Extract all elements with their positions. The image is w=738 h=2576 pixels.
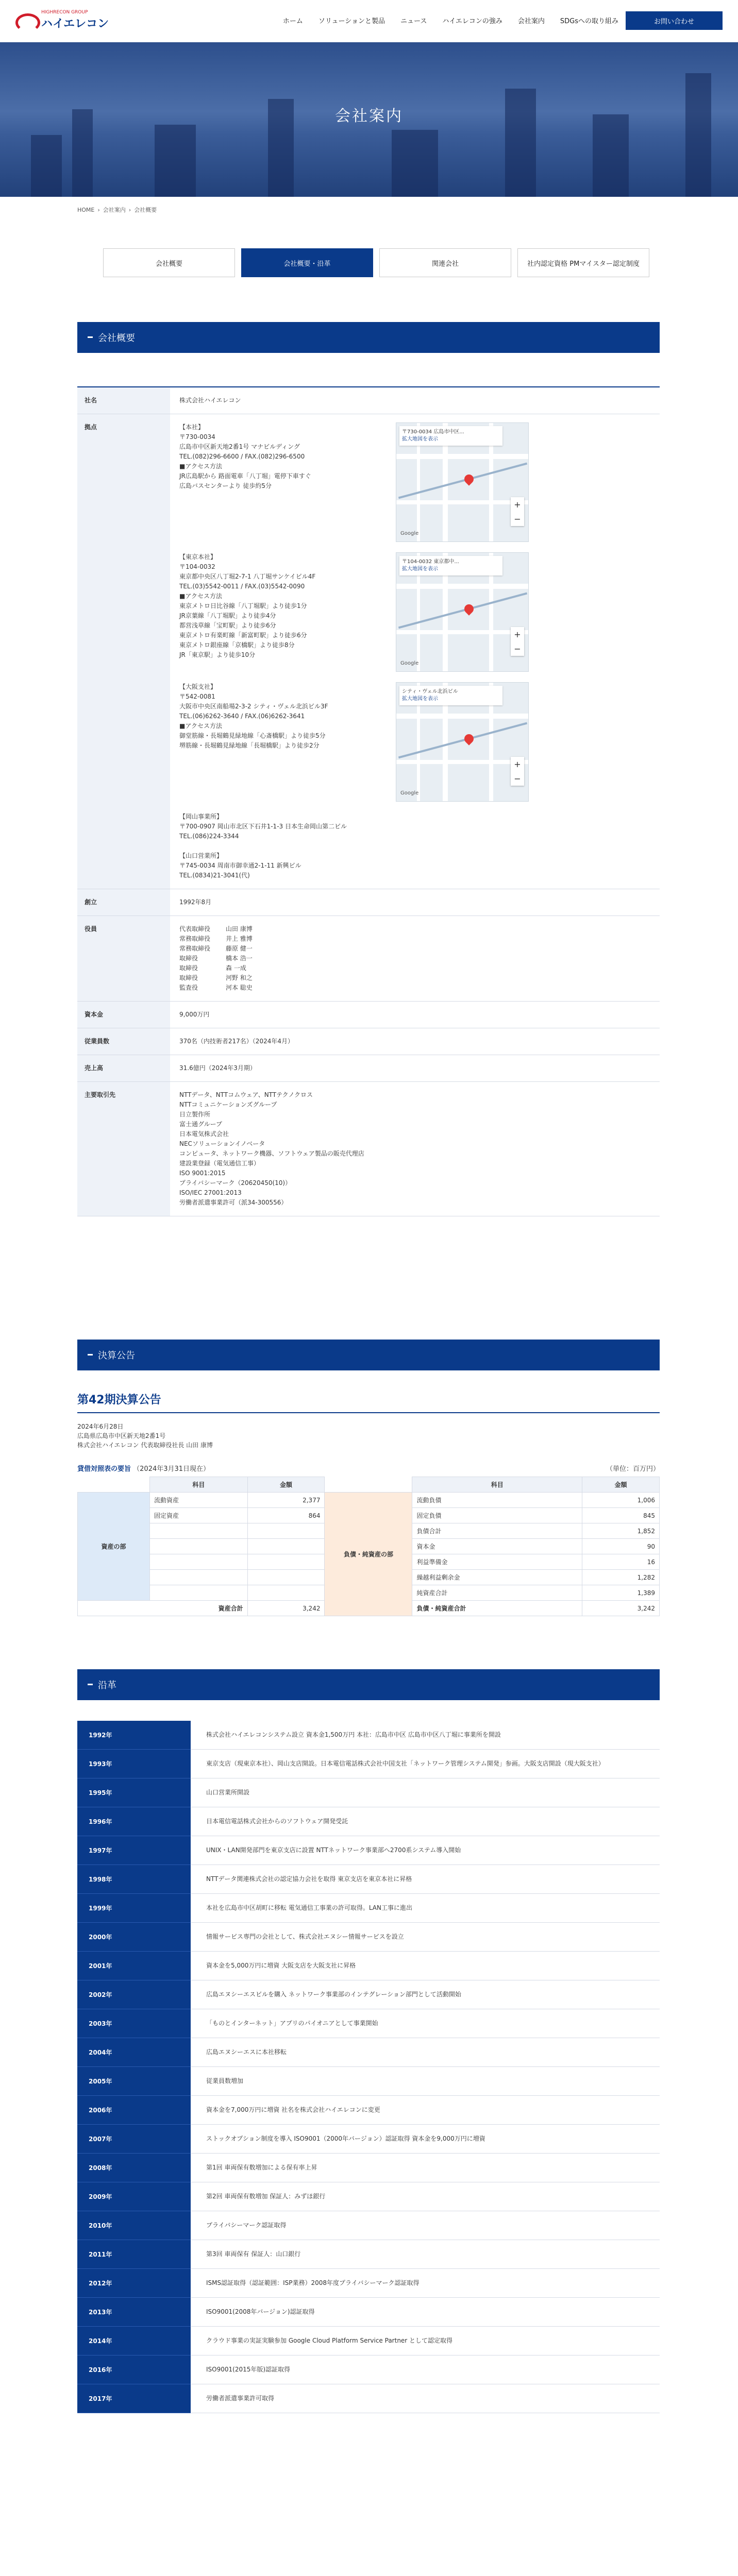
address-line: JR京葉線「八丁堀駅」より徒歩4分 (179, 612, 276, 619)
building-shape (155, 125, 196, 197)
map-google-label: Google (400, 790, 419, 796)
history-row (77, 2384, 660, 2413)
global-nav (283, 15, 661, 25)
contact-button[interactable]: お問い合わせ (626, 11, 723, 30)
site-logo[interactable] (13, 8, 109, 32)
hero-banner (0, 42, 738, 197)
asset-value (247, 1523, 325, 1539)
history-row (77, 1894, 660, 1923)
table-row: 売上高 31.6億円（2024年3月期） (77, 1055, 660, 1082)
history-text: UNIX・LAN開発部門を東京支店に設置 NTTネットワーク事業部へ2700系システム導入開始 (206, 1846, 461, 1854)
officer-title: 取締役 (179, 955, 198, 962)
map-zoom-control (511, 627, 524, 656)
tab-overview-history[interactable]: 会社概要・沿革 (241, 248, 373, 277)
address-line: 東京都中央区八丁堀2-7-1 八丁堀サンケイビル4F (179, 573, 316, 580)
address-line: 堺筋線・長堀鶴見緑地線「長堀橋駅」より徒歩2分 (179, 742, 320, 749)
history-text: 第1回 車両保有数増加による保有率上昇 (206, 2164, 317, 2171)
map-road (396, 584, 529, 589)
history-text: ISO9001(2008年バージョン)認証取得 (206, 2308, 315, 2315)
nav-company[interactable]: 会社案内 (517, 18, 545, 25)
client-line: 日立製作所 (179, 1111, 211, 1118)
address-line (179, 841, 650, 851)
map-title-text: シティ・ヴェル北浜ビル (402, 689, 458, 694)
map-title-text: 〒730-0034 広島市中区... (402, 429, 464, 435)
client-line: コンピュータ、ネットワーク機器、ソフトウェア製品の販売代理店 (179, 1150, 364, 1157)
page-title: 会社案内 (335, 107, 403, 125)
history-year: 2011年 (77, 2240, 191, 2269)
history-year: 1993年 (77, 1750, 191, 1778)
history-year: 2014年 (77, 2327, 191, 2355)
liability-name: 固定負債 (412, 1508, 582, 1523)
map-road (396, 630, 529, 634)
building-shape (31, 135, 62, 197)
nav-solutions[interactable]: ソリューションと製品 (318, 18, 385, 25)
address-line: 【東京本社】 (179, 553, 217, 561)
asset-value (247, 1539, 325, 1554)
history-text: 広島エヌシーエスビルを購入 ネットワーク事業部のインテグレーション部門として活動開始 (206, 1991, 461, 1998)
breadcrumb-home[interactable]: HOME (77, 206, 95, 213)
breadcrumb: HOME › 会社案内 › 会社概要 (77, 206, 157, 213)
address-line: 都営浅草線「宝町駅」より徒歩6分 (179, 622, 276, 629)
officer-row (179, 983, 650, 993)
client-line: 富士通グループ (179, 1121, 223, 1128)
address-line: 〒745-0034 周南市御幸通2-1-11 新興ビル (179, 862, 301, 869)
officer-name: 森 一成 (226, 964, 246, 972)
breadcrumb-current: 会社概要 (134, 207, 157, 213)
history-row (77, 2096, 660, 2125)
history-row (77, 2182, 660, 2211)
history-text: 第3回 車両保有 保証人：山口銀行 (206, 2250, 301, 2258)
asset-name: 流動資産 (150, 1493, 248, 1508)
balance-sheet-table: 科目 金額 科目 金額 資産の部 流動資産 2,377 負債・純資産の部 流動負債 1,006 固定資産 864 固定負債 845 負債合計 1,852 資本金 90 利益準備金 16 繰越利益剰余金 1,282 純資産合計 1,389 資産合計 3,242 負債・純資産合計 3,242 (77, 1477, 660, 1616)
sub-nav (103, 248, 649, 277)
office-block (179, 682, 650, 802)
zoom-in-button[interactable]: + (514, 759, 521, 769)
history-year: 1999年 (77, 1894, 191, 1923)
asset-value (247, 1585, 325, 1601)
section-heading-history: 沿革 (77, 1669, 660, 1700)
history-row (77, 2355, 660, 2384)
address-line: 御堂筋線・長堀鶴見緑地線「心斎橋駅」より徒歩5分 (179, 732, 326, 739)
office-address (179, 552, 384, 672)
history-row (77, 1923, 660, 1952)
history-row (77, 1980, 660, 2009)
map-road (396, 760, 529, 764)
history-row (77, 2125, 660, 2154)
officer-row (179, 973, 650, 983)
history-year: 1995年 (77, 1778, 191, 1807)
history-row (77, 1721, 660, 1750)
client-line: 日本電気株式会社 (179, 1130, 229, 1138)
address-line: 〒730-0034 (179, 433, 215, 440)
zoom-out-button[interactable]: − (514, 514, 521, 524)
address-line: 【本社】 (179, 423, 205, 431)
address-line: ■アクセス方法 (179, 463, 222, 470)
balance-sheet-header: 貸借対照表の要旨 （2024年3月31日現在） （単位：百万円） (77, 1465, 660, 1473)
history-year: 2010年 (77, 2211, 191, 2240)
client-list (170, 1082, 660, 1216)
client-line: ISO 9001:2015 (179, 1170, 226, 1177)
client-line: プライバシーマーク（20620450(10)） (179, 1179, 292, 1187)
history-text: NTTデータ関連株式会社の認定協力会社を取得 東京支店を東京本社に昇格 (206, 1875, 412, 1883)
zoom-in-button[interactable]: + (514, 629, 521, 639)
officer-title: 取締役 (179, 964, 198, 972)
liability-value: 1,006 (582, 1493, 660, 1508)
history-text: 「ものとインターネット」アプリのパイオニアとして事業開始 (206, 2020, 378, 2027)
officer-name: 河本 聡史 (226, 984, 253, 991)
map-zoom-control (511, 497, 524, 526)
history-year: 1992年 (77, 1721, 191, 1750)
address-line: 東京メトロ銀座線「京橋駅」より徒歩8分 (179, 641, 295, 649)
asset-name (150, 1539, 248, 1554)
map-title (399, 556, 502, 575)
nav-home[interactable]: ホーム (282, 18, 303, 25)
nav-news[interactable]: ニュース (400, 18, 427, 25)
address-line: 広島市中区新天地2番1号 マナビルディング (179, 443, 300, 450)
table-row: 社名 株式会社ハイエレコン (77, 387, 660, 414)
history-year: 1998年 (77, 1865, 191, 1894)
logo-mark-icon (13, 8, 37, 32)
liability-value: 16 (582, 1554, 660, 1570)
office-map[interactable] (396, 422, 529, 542)
settlement-meta: 2024年6月28日 広島県広島市中区新天地2番1号 株式会社ハイエレコン 代表取締役社長 山田 康博 (77, 1423, 213, 1449)
history-text: 労働者派遣事業許可取得 (206, 2395, 275, 2402)
client-line: NECソリューションイノベータ (179, 1140, 265, 1147)
map-road (396, 454, 529, 459)
map-title-text: 〒104-0032 東京都中... (402, 559, 459, 565)
history-row (77, 1807, 660, 1836)
liability-value: 90 (582, 1539, 660, 1554)
map-link[interactable]: 拡大地図を表示 (402, 566, 438, 572)
map-google-label: Google (400, 660, 419, 666)
address-line: 東京メトロ日比谷線「八丁堀駅」より徒歩1分 (179, 602, 307, 609)
asset-name (150, 1585, 248, 1601)
history-year: 2003年 (77, 2009, 191, 2038)
address-line: 〒700-0907 岡山市北区下石井1-1-3 日本生命岡山第二ビル (179, 823, 347, 830)
asset-value (247, 1570, 325, 1585)
zoom-in-button[interactable]: + (514, 499, 521, 510)
office-map[interactable] (396, 682, 529, 802)
liability-name: 資本金 (412, 1539, 582, 1554)
asset-name: 固定資産 (150, 1508, 248, 1523)
history-text: 山口営業所開設 (206, 1789, 250, 1796)
officer-name: 河野 和之 (226, 974, 253, 981)
officer-title: 常務取締役 (179, 935, 211, 942)
overview-table (77, 386, 660, 1216)
other-offices (179, 812, 650, 880)
liability-value: 1,389 (582, 1585, 660, 1601)
site-header (0, 0, 738, 42)
client-line: NTTデータ、NTTコムウェア、NTTテクノクロス (179, 1091, 313, 1098)
office-map[interactable] (396, 552, 529, 672)
address-line: JR広島駅から 路面電車「八丁堀」電停下車すぐ (179, 472, 311, 480)
asset-value: 2,377 (247, 1493, 325, 1508)
table-row: 拠点 【本社】 〒730-0034 広島市中区新天地2番1号 マナビルディング TEL.(082)296-6600 / FAX.(082)296-6500 ■アクセス方法 JR広島駅から 路面電車「八丁堀」電停下車すぐ 広島バスセンターより 徒歩約5分 〒730-0034 広島市中区... 拡大地図を表示 + − Google 【東京本社】 〒104-0032 東京都中央区八丁堀2-7-1 八丁堀サンケイビル4F TEL.(03)5542-0011 / FAX.(03)5542-0090 ■アクセス方法 東京メトロ日比谷線「八丁堀駅」より徒歩1分 JR京葉線「八丁堀駅」より徒歩4分 都営浅草線「宝町駅」より徒歩6分 東京メトロ有楽町線「新富町駅」より徒歩6分 東京メトロ銀座線「京橋駅」より徒歩8分 JR「東京駅」より徒歩10分 〒104-0032 東京都中... 拡大地図を表示 + − Google 【大阪支社】 〒542-0081 大阪市中央区南船場2-3-2 シティ・ヴェル北浜ビル3F TEL.(06)6262-3640 / FAX.(06)6262-3641 ■アクセス方法 御堂筋線・長堀鶴見緑地線「心斎橋駅」より徒歩5分 堺筋線・長堀鶴見緑地線「長堀橋駅」より徒歩2分 シティ・ヴェル北浜ビル 拡大地図を表示 + − Google 【岡山事業所】 〒700-0907 岡山市北区下石井1-1-3 日本生命岡山第二ビル TEL.(086)224-3344 【山口営業所】 〒745-0034 周南市御幸通2-1-11 新興ビル TEL.(0834)21-3041(代) (77, 414, 660, 889)
liability-name: 流動負債 (412, 1493, 582, 1508)
address-line: TEL.(06)6262-3640 / FAX.(06)6262-3641 (179, 713, 305, 720)
assets-label: 資産の部 (78, 1493, 150, 1601)
map-google-label: Google (400, 531, 419, 536)
map-title (399, 686, 502, 705)
history-row (77, 1952, 660, 1980)
table-row: 創立 1992年8月 (77, 889, 660, 916)
history-text: 情報サービス専門の会社として、株式会社エヌシー情報サービスを設立 (206, 1933, 404, 1940)
table-row: 役員 代表取締役 山田 康博 常務取締役 井上 雅博 常務取締役 藤原 健一 取締役 橋本 浩一 取締役 森 一成 取締役 河野 和之 監査役 河本 聡史 (77, 916, 660, 1002)
history-row (77, 1750, 660, 1778)
map-title (399, 426, 502, 446)
history-year: 2016年 (77, 2355, 191, 2384)
history-year: 2017年 (77, 2384, 191, 2413)
map-road (396, 500, 529, 504)
settlement-title: 第42期決算公告 (77, 1391, 660, 1413)
asset-name (150, 1554, 248, 1570)
map-pin-icon (462, 602, 475, 615)
asset-value (247, 1554, 325, 1570)
client-line: 建設業登録（電気通信工事） (179, 1160, 260, 1167)
building-shape (685, 73, 711, 197)
history-row (77, 1836, 660, 1865)
tab-overview[interactable]: 会社概要 (103, 248, 235, 277)
history-year: 2004年 (77, 2038, 191, 2067)
asset-value: 864 (247, 1508, 325, 1523)
history-text: 第2回 車両保有数増加 保証人：みずほ銀行 (206, 2193, 326, 2200)
history-year: 1996年 (77, 1807, 191, 1836)
history-year: 2000年 (77, 1923, 191, 1952)
history-year: 1997年 (77, 1836, 191, 1865)
history-row (77, 2067, 660, 2096)
history-year: 2007年 (77, 2125, 191, 2154)
liab-total-label: 負債・純資産合計 (412, 1601, 582, 1616)
table-row (78, 1493, 660, 1508)
officer-list (170, 916, 660, 1001)
map-link[interactable]: 拡大地図を表示 (402, 696, 438, 702)
liability-name: 純資産合計 (412, 1585, 582, 1601)
address-line: 【岡山事業所】 (179, 813, 223, 820)
history-year: 2008年 (77, 2154, 191, 2182)
officer-row (179, 924, 650, 934)
zoom-out-button[interactable]: − (514, 773, 521, 784)
office-block (179, 552, 650, 672)
map-pin-icon (462, 472, 475, 485)
history-row (77, 2154, 660, 2182)
address-line: TEL.(03)5542-0011 / FAX.(03)5542-0090 (179, 583, 305, 590)
history-row (77, 2240, 660, 2269)
history-row (77, 2211, 660, 2240)
history-year: 2009年 (77, 2182, 191, 2211)
tab-affiliates[interactable]: 関連会社 (379, 248, 511, 277)
map-pin-icon (462, 732, 475, 745)
history-text: ISO9001(2015年版)認証取得 (206, 2366, 291, 2373)
address-line: 【山口営業所】 (179, 852, 223, 859)
history-text: 東京支店（現東京本社）、岡山支店開設。日本電信電話株式会社中国支社「ネットワーク管理システム開発」参画。大阪支店開設（現大阪支社） (206, 1760, 605, 1767)
history-year: 2002年 (77, 1980, 191, 2009)
building-shape (593, 114, 629, 197)
history-row (77, 2327, 660, 2355)
table-row: 主要取引先 NTTデータ、NTTコムウェア、NTTテクノクロス NTTコミュニケーションズグループ 日立製作所 富士通グループ 日本電気株式会社 NECソリューションイノベータ コンピュータ、ネットワーク機器、ソフトウェア製品の販売代理店 建設業登録（電気通信工事） ISO 9001:2015 プライバシーマーク（20620450(10)） ISO/IEC 27001:2013 労働者派遣事業許可（派34-300556） (77, 1082, 660, 1216)
history-text: ISMS認証取得（認証範囲：ISP業務）2008年度プライバシーマーク認証取得 (206, 2279, 420, 2286)
address-line: 大阪市中央区南船場2-3-2 シティ・ヴェル北浜ビル3F (179, 703, 328, 710)
history-year: 2005年 (77, 2067, 191, 2096)
office-list (170, 414, 660, 889)
history-text: 資本金を5,000万円に増資 大阪支店を大阪支社に昇格 (206, 1962, 356, 1969)
address-line: 東京メトロ有楽町線「新富町駅」より徒歩6分 (179, 632, 307, 639)
officer-row (179, 944, 650, 954)
liability-name: 利益準備金 (412, 1554, 582, 1570)
map-link[interactable]: 拡大地図を表示 (402, 436, 438, 442)
client-line: ISO/IEC 27001:2013 (179, 1189, 242, 1196)
table-row: 資本金 9,000万円 (77, 1002, 660, 1028)
liability-value: 845 (582, 1508, 660, 1523)
history-year: 2001年 (77, 1952, 191, 1980)
breadcrumb-company[interactable]: 会社案内 (103, 207, 126, 213)
officer-name: 橋本 浩一 (226, 955, 253, 962)
history-text: プライバシーマーク認証取得 (206, 2222, 287, 2229)
address-line: 【大阪支社】 (179, 683, 217, 690)
officer-name: 井上 雅博 (226, 935, 253, 942)
map-zoom-control (511, 757, 524, 786)
officer-title: 取締役 (179, 974, 198, 981)
assets-total-label: 資産合計 (78, 1601, 248, 1616)
liability-name: 負債合計 (412, 1523, 582, 1539)
history-row (77, 2298, 660, 2327)
client-line: NTTコミュニケーションズグループ (179, 1101, 277, 1108)
office-address (179, 682, 384, 802)
liability-name: 繰越利益剰余金 (412, 1570, 582, 1585)
officer-title: 代表取締役 (179, 925, 211, 933)
address-line: 〒542-0081 (179, 693, 215, 700)
liab-total-value: 3,242 (582, 1601, 660, 1616)
address-line: ■アクセス方法 (179, 722, 222, 730)
address-line: JR「東京駅」より徒歩10分 (179, 651, 256, 658)
history-table (77, 1721, 660, 2413)
nav-sdgs[interactable]: SDGsへの取り組み (560, 18, 618, 25)
history-row (77, 1865, 660, 1894)
assets-total-value: 3,242 (247, 1601, 325, 1616)
building-shape (392, 130, 438, 197)
address-line: TEL.(082)296-6600 / FAX.(082)296-6500 (179, 453, 305, 460)
address-line: 広島バスセンターより 徒歩約5分 (179, 482, 272, 489)
asset-name (150, 1570, 248, 1585)
history-text: 従業員数増加 (206, 2077, 244, 2084)
history-text: 広島エヌシーエスに本社移転 (206, 2048, 287, 2056)
officer-title: 常務取締役 (179, 945, 211, 952)
logo-sub: HIGHRECON GROUP (41, 9, 88, 15)
office-address (179, 422, 384, 542)
nav-strengths[interactable]: ハイエレコンの強み (442, 18, 502, 25)
officer-row (179, 934, 650, 944)
history-text: ストックオプション制度を導入 ISO9001（2000年バージョン）認証取得 資本金を9,000万円に増資 (206, 2135, 485, 2142)
address-line: 〒104-0032 (179, 563, 215, 570)
history-row (77, 2009, 660, 2038)
history-year: 2012年 (77, 2269, 191, 2298)
office-block (179, 422, 650, 542)
history-year: 2013年 (77, 2298, 191, 2327)
history-text: 資本金を7,000万円に増資 社名を株式会社ハイエレコンに変更 (206, 2106, 380, 2113)
history-text: クラウド事業の実証実験参加 Google Cloud Platform Service Partner として認定取得 (206, 2337, 453, 2344)
logo-name: ハイエレコン (41, 17, 109, 30)
history-text: 本社を広島市中区胡町に移転 電気通信工事業の許可取得。LAN工事に進出 (206, 1904, 412, 1911)
officer-row (179, 954, 650, 963)
history-year: 2006年 (77, 2096, 191, 2125)
asset-name (150, 1523, 248, 1539)
zoom-out-button[interactable]: − (514, 643, 521, 654)
client-line: 労働者派遣事業許可（派34-300556） (179, 1199, 288, 1206)
officer-title: 監査役 (179, 984, 198, 991)
address-line: TEL.(0834)21-3041(代) (179, 872, 250, 879)
history-text: 株式会社ハイエレコンシステム設立 資本金1,500万円 本社：広島市中区 広島市中区八丁堀に事業所を開設 (206, 1731, 501, 1738)
table-row: 従業員数 370名（内技術者217名）（2024年4月） (77, 1028, 660, 1055)
tab-pm-meister[interactable]: 社内認定資格 PMマイスター認定制度 (517, 248, 649, 277)
history-row (77, 2269, 660, 2298)
officer-name: 藤原 健一 (226, 945, 253, 952)
section-heading-overview: 会社概要 (77, 322, 660, 353)
address-line: TEL.(086)224-3344 (179, 833, 239, 840)
map-road (396, 714, 529, 719)
section-heading-settlement: 決算公告 (77, 1340, 660, 1370)
history-row (77, 2038, 660, 2067)
history-text: 日本電信電話株式会社からのソフトウェア開発受託 (206, 1818, 348, 1825)
liability-value: 1,852 (582, 1523, 660, 1539)
history-row (77, 1778, 660, 1807)
liabilities-label: 負債・純資産の部 (325, 1493, 412, 1616)
address-line: ■アクセス方法 (179, 592, 222, 600)
liability-value: 1,282 (582, 1570, 660, 1585)
officer-name: 山田 康博 (226, 925, 253, 933)
officer-row (179, 963, 650, 973)
